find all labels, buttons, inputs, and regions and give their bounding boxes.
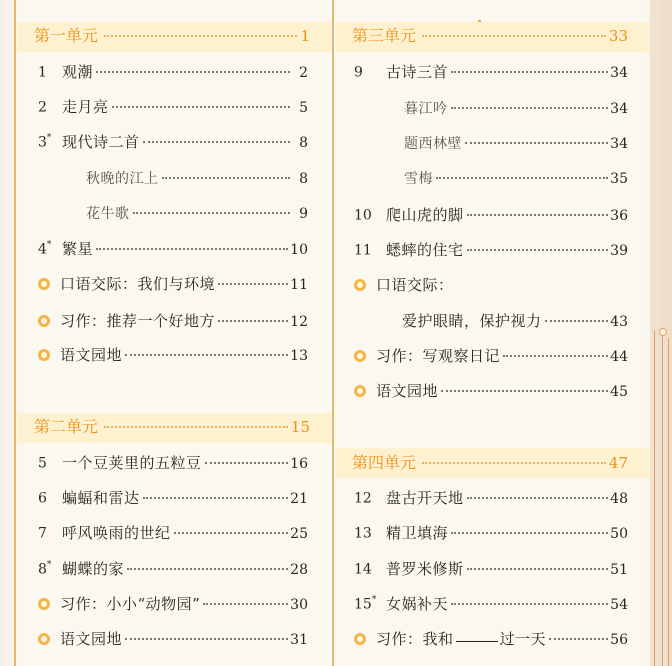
- page-number: 35: [610, 171, 628, 187]
- leader-dots: [503, 355, 608, 357]
- leader-dots: [451, 532, 608, 534]
- lesson-title: 古诗三首: [386, 63, 449, 81]
- circle-bullet-icon: [38, 633, 50, 645]
- leader-dots: [422, 462, 606, 464]
- leader-dots: [467, 214, 609, 216]
- toc-entry-lesson-2[interactable]: [38, 96, 308, 118]
- page-number: 10: [290, 242, 308, 258]
- page-number: 39: [610, 243, 628, 259]
- lesson-title: 女娲补天: [386, 595, 449, 613]
- lesson-title: 观潮: [62, 63, 94, 81]
- toc-entry-poem[interactable]: [404, 168, 628, 190]
- toc-entry-writing[interactable]: [38, 310, 308, 332]
- leader-dots: [125, 638, 288, 640]
- toc-entry-writing[interactable]: [354, 345, 628, 367]
- leader-dots: [143, 497, 289, 499]
- poem-title: 题西林壁: [404, 136, 462, 152]
- page-number: 51: [610, 562, 628, 578]
- unit-2-heading[interactable]: [34, 414, 310, 438]
- edge-line: [668, 338, 669, 666]
- leader-dots: [112, 106, 290, 108]
- toc-entry-lesson-3[interactable]: [38, 131, 308, 153]
- toc-entry-lesson-1[interactable]: [38, 61, 308, 83]
- page-number: 15: [290, 418, 310, 436]
- leader-dots: [104, 426, 288, 428]
- lesson-title: 现代诗二首: [62, 133, 140, 151]
- lesson-number: 10: [354, 208, 372, 224]
- page-number: 12: [290, 314, 308, 330]
- toc-entry-lesson-8[interactable]: [38, 558, 308, 580]
- leader-dots: [174, 532, 289, 534]
- toc-entry-oral-communication[interactable]: [354, 274, 628, 296]
- lesson-number: 12: [354, 491, 372, 507]
- edge-decoration-dot: [659, 328, 667, 336]
- activity-title: 语文园地: [60, 346, 123, 364]
- leader-dots: [451, 603, 608, 605]
- circle-bullet-icon: [38, 315, 50, 327]
- page-number: 44: [610, 349, 628, 365]
- leader-dots: [162, 177, 291, 179]
- toc-entry-poem[interactable]: [404, 133, 628, 155]
- leader-dots: [205, 462, 289, 464]
- poem-title: 雪梅: [404, 171, 433, 187]
- toc-entry-writing[interactable]: [38, 593, 308, 615]
- lesson-number: 2: [38, 100, 47, 116]
- toc-entry-lesson-9[interactable]: [354, 61, 628, 83]
- circle-bullet-icon: [354, 350, 366, 362]
- edge-line: [654, 330, 655, 666]
- toc-entry-language-garden[interactable]: [38, 628, 308, 650]
- leader-dots: [218, 283, 288, 285]
- edge-line: [662, 334, 663, 666]
- page-number: 45: [610, 384, 628, 400]
- page-number: 9: [299, 206, 308, 222]
- page-number: 43: [610, 314, 628, 330]
- lesson-number: 8*: [38, 560, 52, 578]
- toc-entry-oral-communication-topic[interactable]: [402, 310, 628, 332]
- toc-entry-poem[interactable]: [86, 203, 308, 225]
- leader-dots: [467, 249, 609, 251]
- activity-title: 语文园地: [60, 630, 123, 648]
- toc-entry-lesson-13[interactable]: [354, 522, 628, 544]
- poem-title: 秋晚的江上: [86, 171, 159, 187]
- toc-entry-language-garden[interactable]: [354, 380, 628, 402]
- unit-4-heading[interactable]: [352, 450, 628, 474]
- page-number: 25: [290, 526, 308, 542]
- activity-title: 口语交际：我们与环境: [60, 275, 216, 293]
- toc-entry-language-garden[interactable]: [38, 344, 308, 366]
- circle-bullet-icon: [354, 279, 366, 291]
- lesson-title: 爬山虎的脚: [386, 206, 464, 224]
- page-number: 31: [290, 632, 308, 648]
- toc-entry-lesson-5[interactable]: [38, 452, 308, 474]
- page-number: 5: [299, 100, 308, 116]
- page-number: 16: [290, 456, 308, 472]
- lesson-number: 5: [38, 456, 47, 472]
- leader-dots: [436, 177, 608, 179]
- page-number: 2: [299, 65, 308, 81]
- leader-dots: [203, 603, 288, 605]
- lesson-title: 呼风唤雨的世纪: [62, 524, 171, 542]
- page-number: 28: [290, 562, 308, 578]
- left-orange-rule: [14, 0, 16, 666]
- fill-in-blank-line: [456, 641, 498, 642]
- activity-title: 语文园地: [376, 382, 439, 400]
- center-orange-rule: [332, 0, 334, 666]
- page-number: 30: [290, 597, 308, 613]
- lesson-title: 走月亮: [62, 98, 109, 116]
- activity-title: 习作：小小“动物园”: [60, 595, 201, 613]
- leader-dots: [451, 71, 608, 73]
- leader-dots: [451, 107, 609, 109]
- lesson-title: 盘古开天地: [386, 489, 464, 507]
- lesson-title: 蝙蝠和雷达: [62, 489, 140, 507]
- leader-dots: [96, 71, 290, 73]
- lesson-title: 精卫填海: [386, 524, 449, 542]
- toc-entry-lesson-15[interactable]: [354, 593, 628, 615]
- page-number: 54: [610, 597, 628, 613]
- page-number: 56: [610, 632, 628, 648]
- unit-title: 第一单元: [34, 26, 99, 45]
- page-number: 8: [299, 171, 308, 187]
- leader-dots: [125, 354, 288, 356]
- page-number: 50: [610, 526, 628, 542]
- toc-entry-oral-communication[interactable]: [38, 273, 308, 295]
- unit-title: 第三单元: [352, 26, 417, 45]
- leader-dots: [545, 320, 609, 322]
- page-number: 34: [610, 136, 628, 152]
- leader-dots: [422, 35, 606, 37]
- activity-title: 口语交际：: [376, 276, 454, 294]
- page-number: 47: [608, 454, 628, 472]
- lesson-number: 3*: [38, 133, 52, 151]
- circle-bullet-icon: [38, 278, 50, 290]
- page-number: 34: [610, 65, 628, 81]
- circle-bullet-icon: [38, 598, 50, 610]
- lesson-title: 蝴蝶的家: [62, 560, 125, 578]
- poem-title: 花牛歌: [86, 206, 130, 222]
- leader-dots: [549, 638, 608, 640]
- page-number: 1: [300, 27, 310, 45]
- lesson-title: 蟋蟀的住宅: [386, 241, 464, 259]
- poem-title: 暮江吟: [404, 101, 448, 117]
- toc-entry-lesson-7[interactable]: [38, 522, 308, 544]
- toc-entry-lesson-14[interactable]: [354, 558, 628, 580]
- leader-dots: [104, 35, 297, 37]
- leader-dots: [467, 568, 609, 570]
- leader-dots: [143, 141, 290, 143]
- activity-title: 习作：写观察日记: [376, 347, 501, 365]
- print-mark: [478, 20, 481, 22]
- lesson-number: 11: [354, 243, 372, 259]
- page-number: 8: [299, 135, 308, 151]
- leader-dots: [133, 212, 291, 214]
- leader-dots: [127, 568, 288, 570]
- unit-1-heading[interactable]: [34, 23, 310, 47]
- leader-dots: [467, 497, 609, 499]
- page-number: 21: [290, 491, 308, 507]
- lesson-number: 14: [354, 562, 372, 578]
- page-number: 33: [608, 27, 628, 45]
- lesson-number: 15*: [354, 595, 377, 613]
- leader-dots: [441, 390, 608, 392]
- lesson-title: 普罗米修斯: [386, 560, 464, 578]
- leader-dots: [96, 248, 288, 250]
- lesson-number: 13: [354, 526, 372, 542]
- lesson-title: 繁星: [62, 240, 94, 258]
- lesson-number: 6: [38, 491, 47, 507]
- page-number: 13: [290, 348, 308, 364]
- activity-title: 爱护眼睛，保护视力: [402, 312, 542, 330]
- lesson-number: 7: [38, 526, 47, 542]
- leader-dots: [218, 320, 288, 322]
- toc-entry-writing[interactable]: [354, 628, 628, 650]
- leader-dots: [465, 142, 608, 144]
- toc-entry-lesson-12[interactable]: [354, 487, 628, 509]
- activity-title: 习作：推荐一个好地方: [60, 312, 216, 330]
- toc-entry-lesson-6[interactable]: [38, 487, 308, 509]
- toc-entry-lesson-11[interactable]: [354, 239, 628, 261]
- page-number: 11: [290, 277, 308, 293]
- lesson-number: 4*: [38, 240, 52, 258]
- unit-3-heading[interactable]: [352, 23, 628, 47]
- circle-bullet-icon: [38, 349, 50, 361]
- circle-bullet-icon: [354, 633, 366, 645]
- activity-title-suffix: 过一天: [499, 630, 547, 648]
- activity-title: 习作：我和: [376, 630, 454, 648]
- toc-entry-lesson-4[interactable]: [38, 238, 308, 260]
- toc-entry-poem[interactable]: [404, 98, 628, 120]
- page-number: 34: [610, 101, 628, 117]
- page-number: 36: [610, 208, 628, 224]
- toc-entry-poem[interactable]: [86, 168, 308, 190]
- toc-entry-lesson-10[interactable]: [354, 204, 628, 226]
- lesson-number: 1: [38, 65, 47, 81]
- lesson-title: 一个豆荚里的五粒豆: [62, 454, 202, 472]
- unit-title: 第二单元: [34, 417, 99, 436]
- unit-title: 第四单元: [352, 453, 417, 472]
- circle-bullet-icon: [354, 385, 366, 397]
- page-number: 48: [610, 491, 628, 507]
- lesson-number: 9: [354, 65, 363, 81]
